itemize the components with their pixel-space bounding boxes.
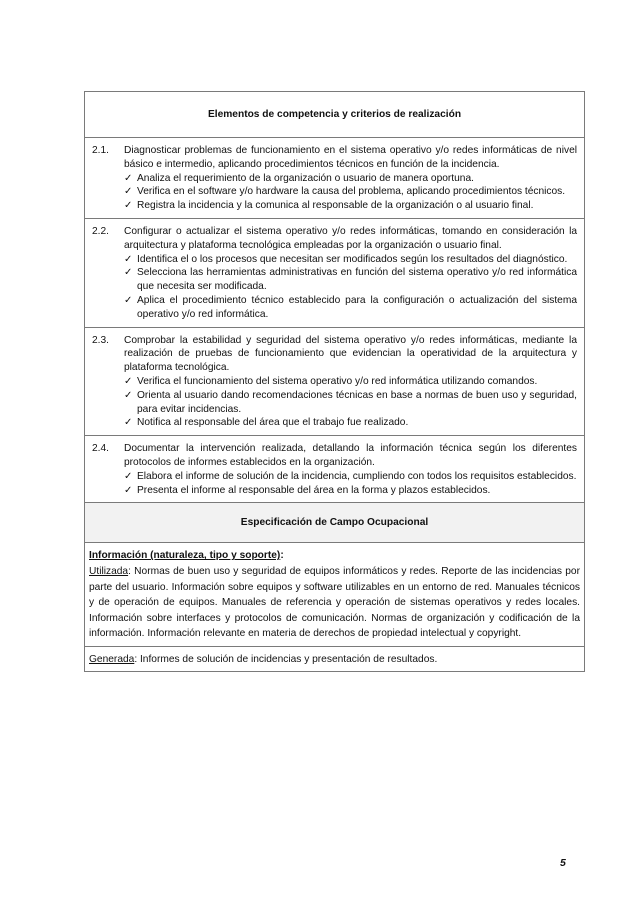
check-icon: ✓ [124, 294, 133, 306]
item-text: Diagnosticar problemas de funcionamiento en el sistema operativo y/o redes informáticas de nivel básico e intermedio, aplicando procedimientos técnicos en función de la incidencia. [124, 145, 577, 170]
table-header-occupational-field [85, 503, 584, 543]
generada-label: Generada [89, 653, 135, 665]
item-number: 2.3. [92, 334, 109, 346]
item-number: 2.1. [92, 145, 109, 156]
information-title-line [89, 548, 580, 564]
criterion [124, 375, 577, 389]
check-icon: ✓ [124, 172, 133, 184]
competence-item [85, 138, 584, 219]
check-icon: ✓ [124, 389, 133, 401]
check-icon: ✓ [124, 470, 133, 482]
check-icon: ✓ [124, 253, 133, 265]
item-text: Documentar la intervención realizada, detallando la información técnica según los diferentes protocolos de informes establecidos en la organización. [124, 443, 577, 468]
criterion [124, 294, 577, 322]
information-section [85, 543, 584, 647]
competence-item [85, 436, 584, 503]
utilizada-text: : Normas de buen uso y seguridad de equipos informáticos y redes. Reporte de las incidencias por parte del usuario. Información sobre equipos y software utilizables en un entorno de red. Manuales técnicos y de operación de equipos. Manuales de referencia y operación de sistemas operativos y redes locales. Información sobre interfaces y protocolos de comunicación. Normas de organización y codificación de la información. Información relevante en materia de derechos de propiedad intelectual y copyright. [89, 565, 580, 640]
criterion [124, 389, 577, 417]
check-icon: ✓ [124, 484, 133, 496]
page-number: 5 [560, 857, 566, 869]
criterion-text: Identifica el o los procesos que necesitan ser modificados según los resultados del diagnóstico. [137, 253, 568, 265]
utilizada-label: Utilizada [89, 565, 129, 577]
criterion [124, 470, 577, 484]
criterion [124, 484, 577, 498]
criterion [124, 199, 577, 213]
table-header-competence-label: Elementos de competencia y criterios de realización [207, 109, 462, 120]
criterion-text: Elabora el informe de solución de la incidencia, cumpliendo con todos los requisitos establecidos. [137, 470, 577, 482]
information-utilizada [89, 564, 580, 642]
criterion-text: Verifica en el software y/o hardware la causa del problema, aplicando procedimientos técnicos. [137, 186, 566, 198]
criterion-text: Aplica el procedimiento técnico establecido para la configuración o actualización del sistema operativo y/o red informática. [137, 294, 577, 320]
information-title: Información (naturaleza, tipo y soporte) [89, 550, 281, 562]
criterion [124, 172, 577, 186]
item-number: 2.2. [92, 225, 109, 237]
table-header-occupational-field-label: Especificación de Campo Ocupacional [240, 517, 429, 529]
competence-item [85, 328, 584, 437]
criterion [124, 266, 577, 294]
criterion [124, 416, 577, 430]
competence-table [84, 91, 585, 672]
table-header-competence [85, 92, 584, 138]
item-text: Configurar o actualizar el sistema operativo y/o redes informáticas, tomando en consideración la arquitectura y plataforma tecnológica empleadas por la organización o usuario final. [124, 225, 577, 251]
criterion-text: Verifica el funcionamiento del sistema operativo y/o red informática utilizando comandos. [137, 375, 538, 387]
criterion-text: Presenta el informe al responsable del área en la forma y plazos establecidos. [137, 484, 491, 496]
criterion-text: Notifica al responsable del área que el trabajo fue realizado. [137, 417, 409, 429]
check-icon: ✓ [124, 375, 133, 387]
check-icon: ✓ [124, 267, 133, 279]
criterion-text: Registra la incidencia y la comunica al responsable de la organización o al usuario final. [137, 200, 534, 212]
criterion [124, 185, 577, 199]
criterion-text: Selecciona las herramientas administrativas en función del sistema operativo y/o red informática que necesita ser modificada. [137, 267, 577, 293]
information-generada [85, 647, 584, 672]
criterion [124, 253, 577, 267]
item-text: Comprobar la estabilidad y seguridad del sistema operativo y/o redes informáticas, mediante la realización de pruebas de funcionamiento que evidencian la operatividad de la arquitectura y plataforma tecnológica. [124, 334, 577, 374]
generada-text: : Informes de solución de incidencias y presentación de resultados. [134, 653, 438, 665]
competence-item [85, 219, 584, 328]
information-title-suffix: : [280, 550, 284, 562]
criterion-text: Analiza el requerimiento de la organización o usuario de manera oportuna. [137, 172, 474, 184]
check-icon: ✓ [124, 186, 133, 198]
item-number: 2.4. [92, 443, 109, 455]
check-icon: ✓ [124, 200, 133, 212]
criterion-text: Orienta al usuario dando recomendaciones técnicas en base a normas de buen uso y seguridad, para evitar incidencias. [137, 389, 577, 415]
check-icon: ✓ [124, 417, 133, 429]
